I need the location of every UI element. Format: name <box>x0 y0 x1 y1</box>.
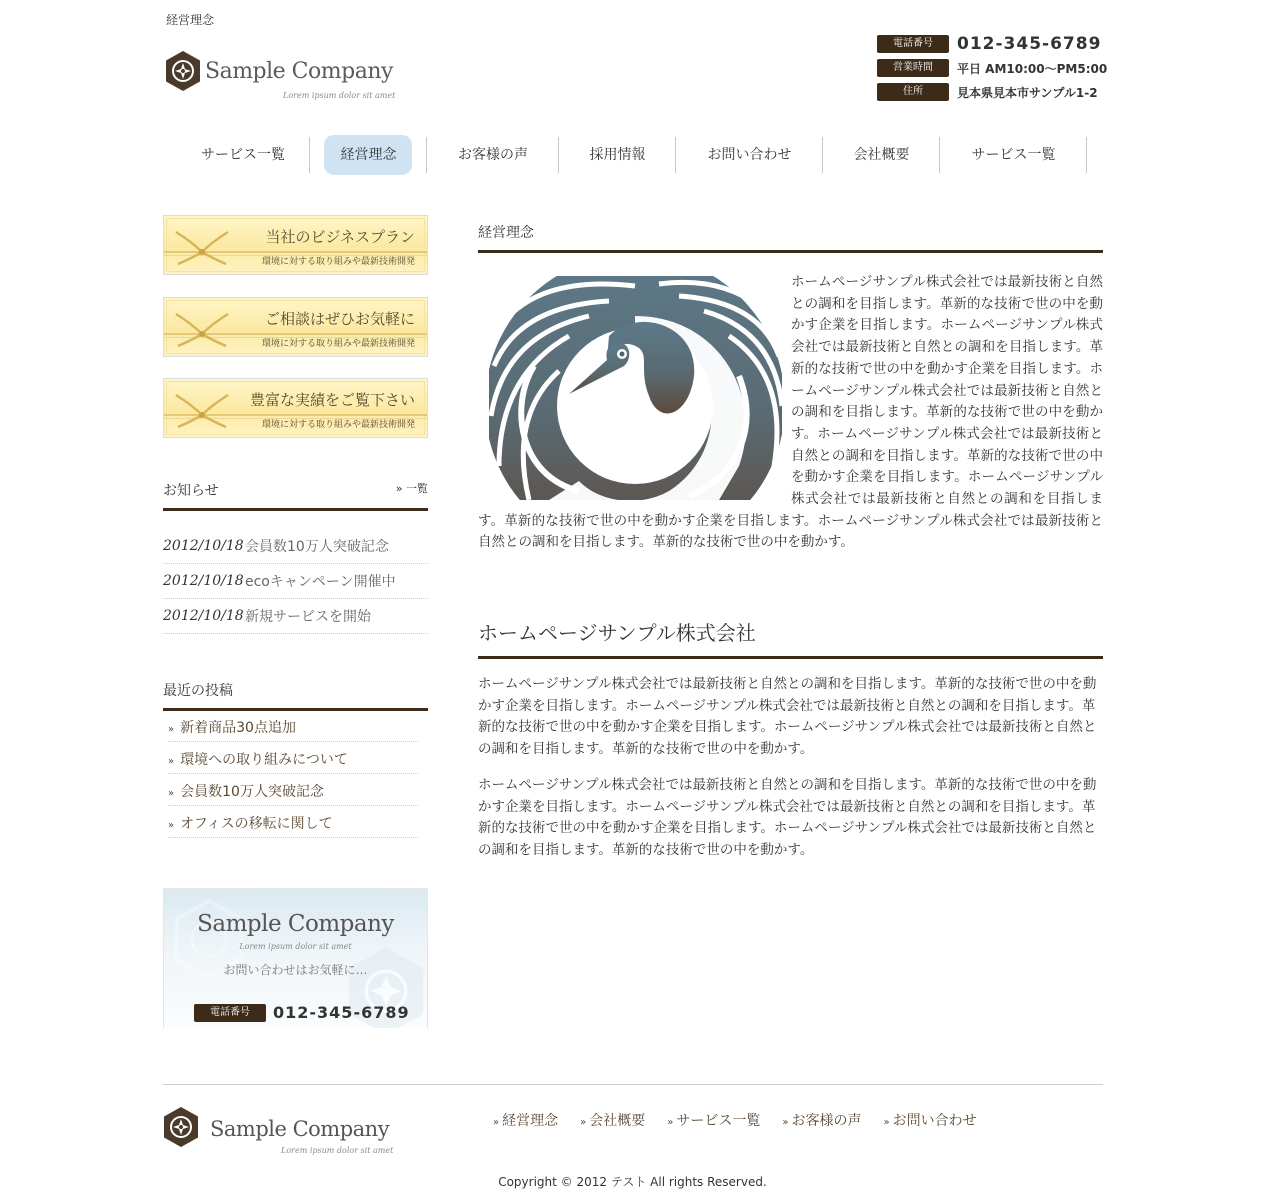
banner-title: 当社のビジネスプラン <box>265 228 415 246</box>
copyright: Copyright © 2012 テスト All rights Reserved. <box>498 1175 767 1189</box>
phone-number[interactable]: 012-345-6789 <box>957 34 1102 54</box>
nav-label: 経営理念 <box>340 147 397 163</box>
nav-label: サービス一覧 <box>971 147 1056 163</box>
box-tagline: Lorem ipsum dolor sit amet <box>239 942 352 951</box>
news-date: 2012/10/18 <box>163 608 244 624</box>
post-title: 環境への取り組みについて <box>180 752 348 768</box>
footer-links <box>493 1110 999 1130</box>
news-text: 会員数10万人突破記念 <box>245 539 389 555</box>
global-nav <box>176 135 1087 175</box>
body-paragraph: ホームページサンプル株式会社では最新技術と自然との調和を目指します。革新的な技術で世の中を動かす企業を目指します。ホームページサンプル株式会社では最新技術と自然との調和を目指します。革新的な技術で世の中を動かす企業を目指します。ホームページサンプル株式会社では最新技術と自然との調和を目指します。革新的な技術で世の中を動かす。 <box>478 777 1097 859</box>
news-item[interactable] <box>163 599 428 634</box>
bow-knot-icon <box>172 228 232 268</box>
company-heading: ホームページサンプル株式会社 <box>478 617 1103 659</box>
post-link[interactable] <box>168 710 418 742</box>
intro-text: ホームページサンプル株式会社では最新技術と自然との調和を目指します。革新的な技術で世の中を動かす企業を目指します。ホームページサンプル株式会社では最新技術と自然との調和を目指します。革新的な技術で世の中を動かす企業を目指します。ホームページサンプル株式会社では最新技術と自然との調和を目指します。革新的な技術で世の中を動かす。ホームページサンプル株式会社では最新技術と自然との調和を目指します。革新的な技術で世の中を動かす企業を目指します。ホームページサンプル株式会社では最新技術と自然との調和を目指します。革新的な技術で世の中を動かす企業を目指します。ホームページサンプル株式会社では最新技術と自然との調和を目指します。革新的な技術で世の中を動かす。 <box>478 274 1103 551</box>
banner-consultation[interactable] <box>163 297 428 357</box>
chevron-right-icon: » <box>667 1117 674 1128</box>
main-heading: 経営理念 <box>478 222 1103 253</box>
posts-title: 最近の投稿 <box>163 683 233 699</box>
chevron-right-icon: » <box>168 820 175 831</box>
footer-link[interactable] <box>884 1110 977 1130</box>
header-logo[interactable] <box>165 50 396 100</box>
footer-logo-tagline: Lorem ipsum dolor sit amet <box>281 1146 394 1155</box>
contact-hours-row <box>877 56 1107 80</box>
news-item[interactable] <box>163 529 428 564</box>
footer-link-label: お客様の声 <box>791 1113 862 1129</box>
chevron-right-icon: » <box>782 1117 789 1128</box>
header-top-text: 経営理念 <box>166 13 215 27</box>
hours-label: 営業時間 <box>877 59 949 77</box>
footer-logo-name: Sample Company <box>210 1117 390 1141</box>
banner-achievements[interactable] <box>163 378 428 438</box>
crane-emblem-image <box>489 276 782 500</box>
box-phone-number[interactable]: 012-345-6789 <box>273 1003 410 1022</box>
footer-link[interactable] <box>667 1110 760 1130</box>
news-date: 2012/10/18 <box>163 573 244 589</box>
post-title: 会員数10万人突破記念 <box>180 784 324 800</box>
news-text: ecoキャンペーン開催中 <box>245 574 396 590</box>
chevron-right-icon: » <box>168 756 175 767</box>
address-value: 見本県見本市サンプル1-2 <box>957 85 1098 100</box>
hours-value: 平日 AM10:00〜PM5:00 <box>957 61 1108 76</box>
news-heading <box>163 480 428 511</box>
nav-item-voices[interactable] <box>427 135 559 175</box>
body-paragraph: ホームページサンプル株式会社では最新技術と自然との調和を目指します。革新的な技術で世の中を動かす企業を目指します。ホームページサンプル株式会社では最新技術と自然との調和を目指します。革新的な技術で世の中を動かす企業を目指します。ホームページサンプル株式会社では最新技術と自然との調和を目指します。革新的な技術で世の中を動かす。 <box>478 676 1097 758</box>
footer-link-label: サービス一覧 <box>676 1113 761 1129</box>
news-item[interactable] <box>163 564 428 599</box>
chevron-right-icon: » <box>580 1117 587 1128</box>
footer-link[interactable] <box>580 1110 645 1130</box>
nav-label: お客様の声 <box>458 147 528 163</box>
news-more-link[interactable]: » 一覧 <box>395 482 428 495</box>
posts-heading <box>163 680 428 711</box>
post-link[interactable] <box>168 774 418 806</box>
chevron-right-icon: » <box>493 1117 500 1128</box>
banner-subtitle: 環境に対する取り組みや最新技術開発 <box>261 257 415 267</box>
nav-item-philosophy[interactable] <box>310 135 427 175</box>
nav-label: サービス一覧 <box>201 147 285 163</box>
footer-link-label: お問い合わせ <box>892 1113 977 1129</box>
contact-address-row <box>877 80 1107 104</box>
header-contact <box>877 32 1107 104</box>
nav-label: 採用情報 <box>589 147 646 163</box>
logo-tagline: Lorem ipsum dolor sit amet <box>283 91 396 100</box>
chevron-right-icon: » <box>168 724 175 735</box>
box-inquiry-text: お問い合わせはお気軽に… <box>223 963 368 977</box>
chevron-right-icon: » <box>883 1117 890 1128</box>
kamon-hex-logo-icon <box>163 1106 199 1148</box>
nav-label: お問い合わせ <box>707 147 792 163</box>
box-company-name: Sample Company <box>197 911 394 937</box>
banner-title: 豊富な実績をご覧下さい <box>249 391 415 409</box>
nav-item-contact[interactable] <box>676 135 823 175</box>
bow-knot-icon <box>172 310 232 350</box>
box-phone-label: 電話番号 <box>194 1004 266 1022</box>
nav-item-company[interactable] <box>823 135 940 175</box>
footer-link-label: 会社概要 <box>589 1113 646 1129</box>
footer-link[interactable] <box>782 1110 861 1130</box>
logo-name: Sample Company <box>205 59 393 84</box>
banner-title: ご相談はぜひお気軽に <box>264 310 415 328</box>
address-label: 住所 <box>877 83 949 101</box>
nav-item-services-2[interactable] <box>940 135 1087 175</box>
footer-divider <box>163 1084 1103 1085</box>
kamon-hex-logo-icon <box>165 50 201 92</box>
nav-item-recruit[interactable] <box>559 135 676 175</box>
footer-logo[interactable] <box>163 1106 394 1155</box>
post-title: オフィスの移転に関して <box>180 816 333 832</box>
post-title: 新着商品30点追加 <box>180 720 296 736</box>
news-date: 2012/10/18 <box>163 538 244 554</box>
post-link[interactable] <box>168 806 418 838</box>
sidebar-contact-box[interactable] <box>163 888 428 1028</box>
banner-subtitle: 環境に対する取り組みや最新技術開発 <box>261 420 415 430</box>
posts-list <box>168 710 418 838</box>
contact-phone-row <box>877 32 1107 56</box>
nav-item-services[interactable] <box>176 135 310 175</box>
news-title: お知らせ <box>163 483 219 499</box>
post-link[interactable] <box>168 742 418 774</box>
chevron-right-icon: » <box>168 788 175 799</box>
bow-knot-icon <box>172 391 232 431</box>
banner-business-plan[interactable] <box>163 215 428 275</box>
news-text: 新規サービスを開始 <box>245 609 371 625</box>
footer-link-label: 経営理念 <box>502 1113 559 1129</box>
footer-link[interactable] <box>493 1110 558 1130</box>
phone-label: 電話番号 <box>877 35 949 53</box>
nav-label: 会社概要 <box>853 147 910 163</box>
banner-subtitle: 環境に対する取り組みや最新技術開発 <box>261 339 415 349</box>
news-list <box>163 529 428 634</box>
